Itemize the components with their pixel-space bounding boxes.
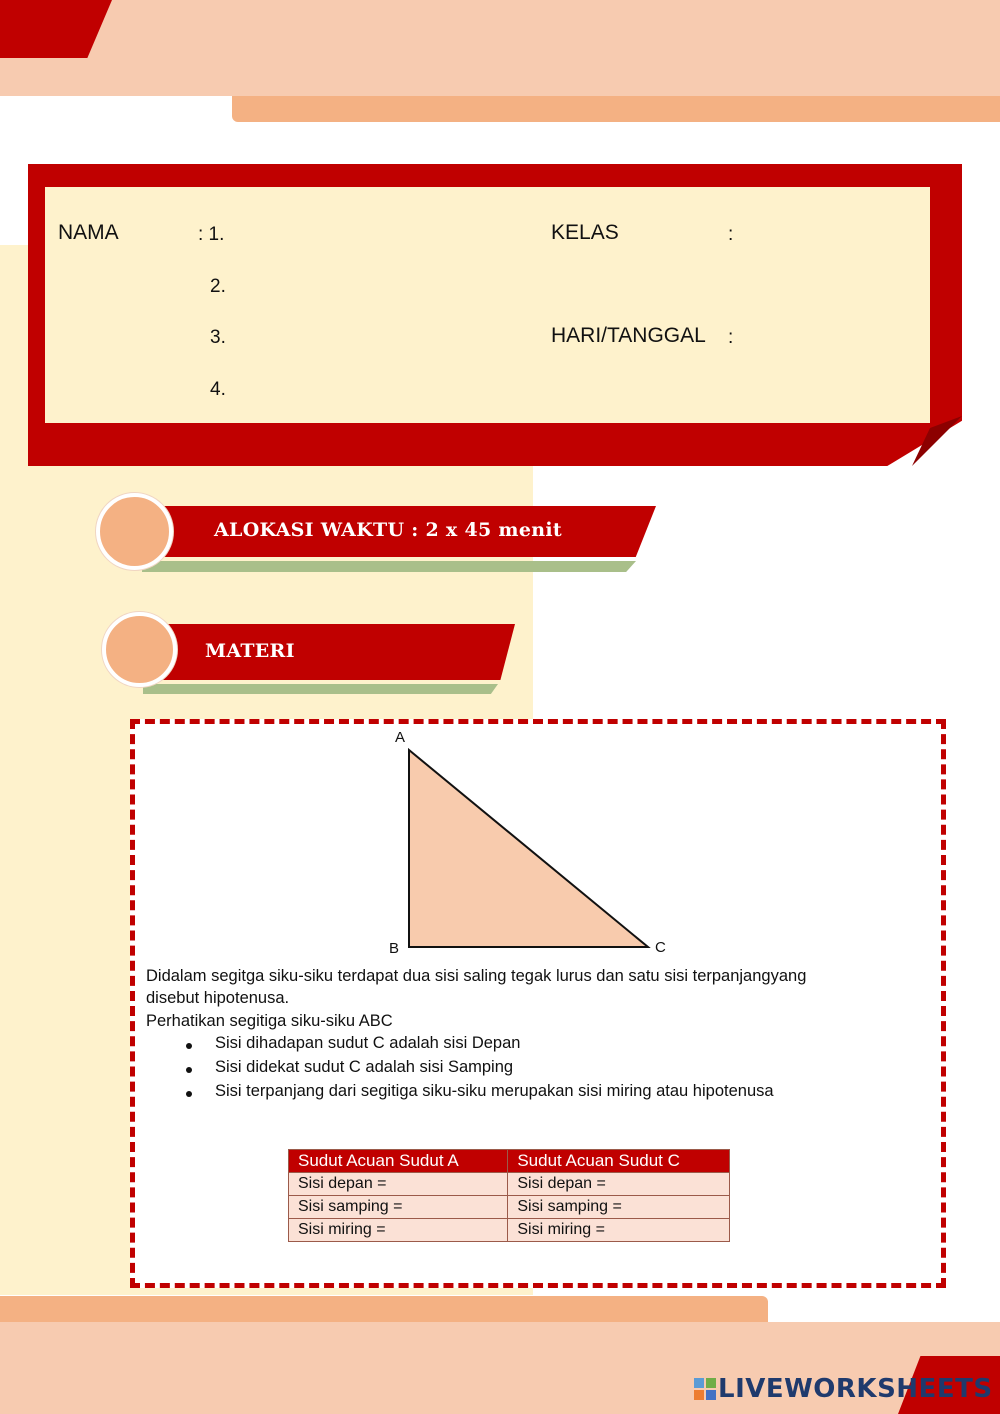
- bullet-dot: [186, 1091, 192, 1097]
- table-header-sudut-a: Sudut Acuan Sudut A: [289, 1150, 508, 1173]
- materi-circle-icon: [102, 612, 177, 687]
- bullet-sisi-miring: Sisi terpanjang dari segitiga siku-siku merupakan sisi miring atau hipotenusa: [215, 1082, 774, 1100]
- vertex-a-label: A: [395, 729, 406, 746]
- liveworksheets-logo-icon: [694, 1378, 716, 1400]
- hari-tanggal-field[interactable]: :: [728, 327, 734, 348]
- header-orange-strip: [232, 96, 1000, 122]
- alokasi-circle-icon: [96, 493, 173, 570]
- table-row: [289, 1219, 730, 1242]
- right-triangle-diagram: [380, 728, 680, 960]
- bullet-dot: [186, 1043, 192, 1049]
- alokasi-banner-shadow: [142, 561, 636, 572]
- hari-tanggal-label: HARI/TANGGAL: [551, 324, 706, 347]
- bullet-sisi-depan: Sisi dihadapan sudut C adalah sisi Depan: [215, 1034, 521, 1052]
- hipotenusa-paragraph-line-2: disebut hipotenusa.: [146, 989, 290, 1007]
- name-entry-4[interactable]: 4.: [210, 379, 226, 400]
- table-row: [289, 1173, 730, 1196]
- table-cell[interactable]: Sisi depan =: [508, 1173, 730, 1196]
- triangle-abc: [409, 750, 648, 947]
- alokasi-waktu-title: ALOKASI WAKTU : 2 x 45 menit: [214, 519, 562, 541]
- liveworksheets-brand: LIVEWORKSHEETS: [718, 1374, 993, 1404]
- table-header-sudut-c: Sudut Acuan Sudut C: [508, 1150, 730, 1173]
- name-entry-3[interactable]: 3.: [210, 327, 226, 348]
- bullet-dot: [186, 1067, 192, 1073]
- table-cell[interactable]: Sisi samping =: [289, 1196, 508, 1219]
- vertex-c-label: C: [655, 939, 666, 956]
- vertex-b-label: B: [389, 940, 400, 957]
- table-cell[interactable]: Sisi miring =: [289, 1219, 508, 1242]
- materi-title: MATERI: [205, 640, 295, 662]
- footer-orange-strip: [0, 1296, 768, 1322]
- kelas-label: KELAS: [551, 221, 619, 244]
- kelas-field[interactable]: :: [728, 224, 734, 245]
- bullet-sisi-samping: Sisi didekat sudut C adalah sisi Samping: [215, 1058, 514, 1076]
- nama-label: NAMA: [58, 221, 119, 244]
- materi-banner-shadow: [143, 684, 498, 694]
- sisi-table: [288, 1149, 730, 1242]
- header-band: [0, 0, 1000, 96]
- name-entry-1[interactable]: : 1.: [198, 224, 225, 245]
- table-cell[interactable]: Sisi miring =: [508, 1219, 730, 1242]
- table-row: [289, 1196, 730, 1219]
- identity-panel: [45, 187, 930, 423]
- table-cell[interactable]: Sisi samping =: [508, 1196, 730, 1219]
- triangle-intro: Perhatikan segitiga siku-siku ABC: [146, 1012, 393, 1030]
- table-cell[interactable]: Sisi depan =: [289, 1173, 508, 1196]
- name-entry-2[interactable]: 2.: [210, 276, 226, 297]
- table-header-row: [289, 1150, 730, 1173]
- hipotenusa-paragraph-line-1: Didalam segitga siku-siku terdapat dua sisi saling tegak lurus dan satu sisi terpanjangyang: [146, 967, 807, 985]
